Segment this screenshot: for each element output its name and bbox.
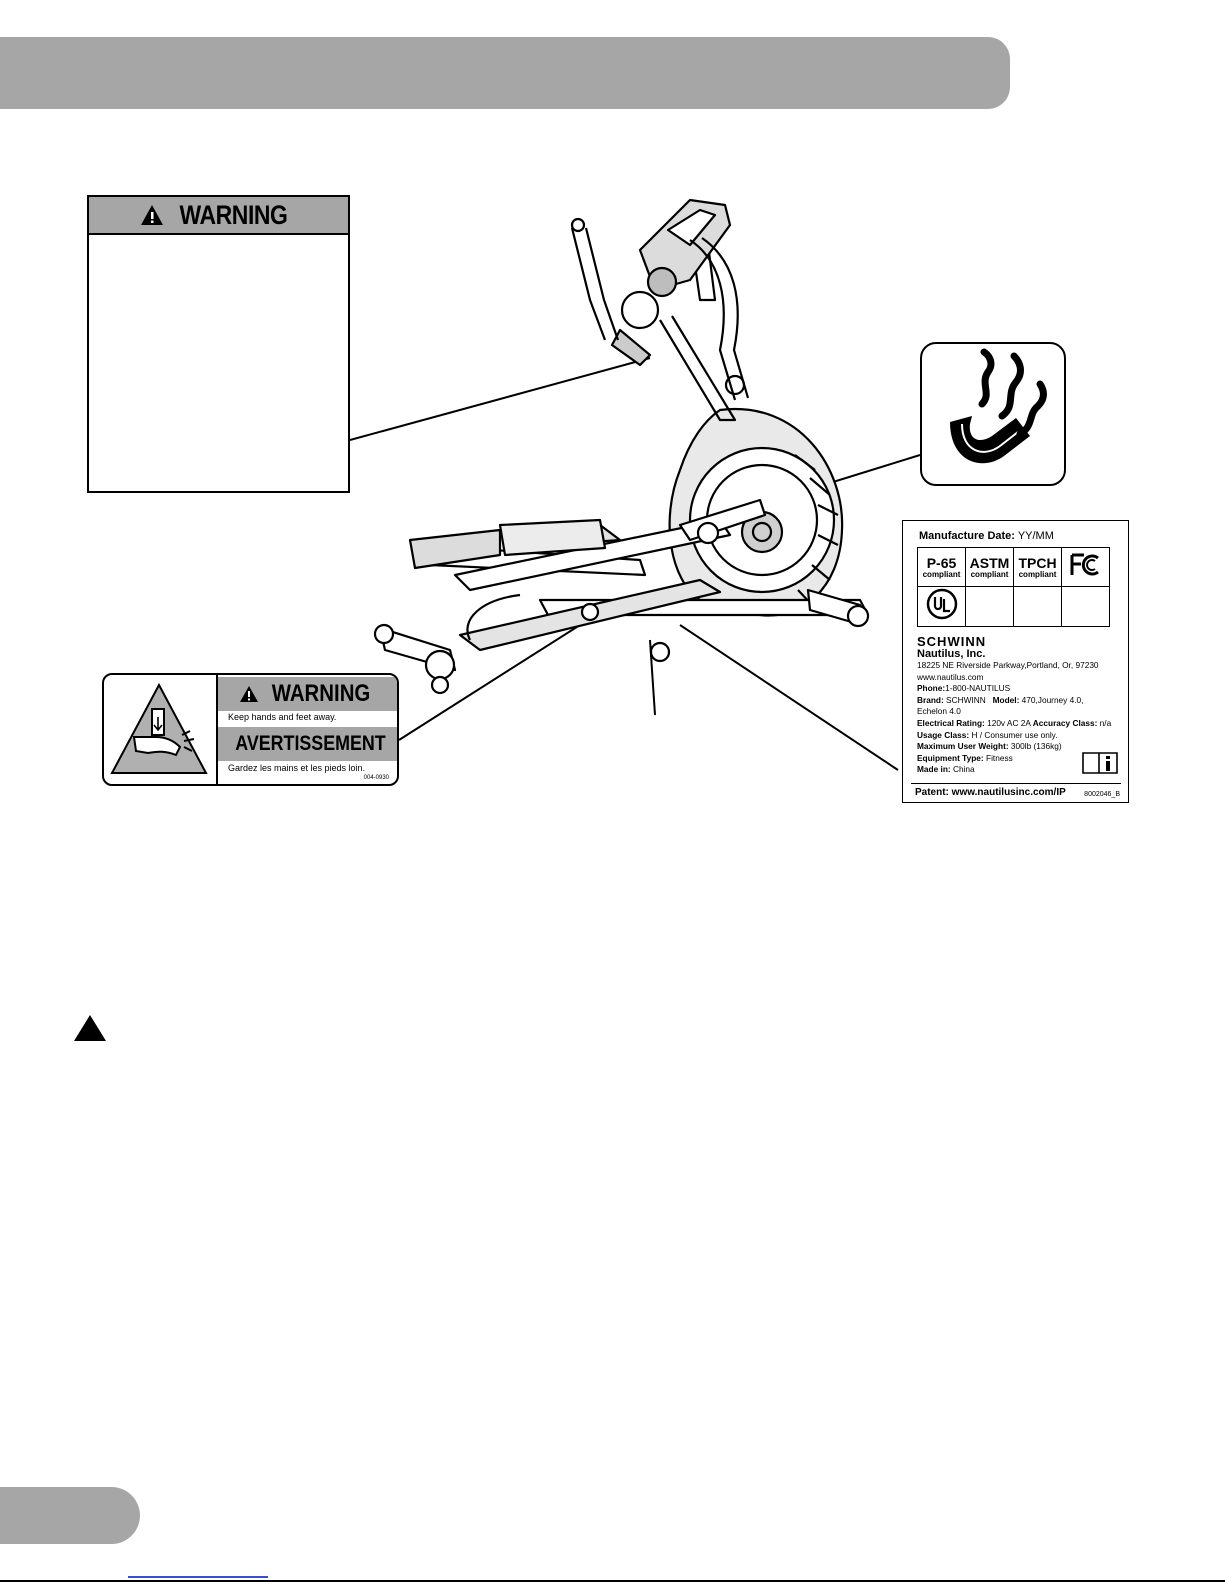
pinch-icon-panel [104, 675, 218, 784]
company-name: Nautilus, Inc. [917, 648, 986, 660]
cert-tpch: TPCH compliant [1014, 548, 1062, 587]
warning-label [87, 195, 350, 493]
cert-empty-1 [966, 587, 1014, 627]
warning-text-en: Keep hands and feet away. [228, 712, 337, 722]
pinch-label-code: 004-0930 [363, 775, 389, 781]
warning-heading-fr: AVERTISSEMENT [235, 732, 386, 755]
patent-line: Patent: www.nautilusinc.com/IP [915, 787, 1066, 798]
pinch-warning-label [102, 673, 399, 786]
manufacture-date: Manufacture Date: YY/MM [919, 530, 1054, 542]
magnet-warning-label [920, 342, 1066, 486]
brand-model: Brand: SCHWINN Model: 470,Journey 4.0, [917, 694, 1084, 705]
specification-label [902, 520, 1129, 803]
spec-separator [911, 783, 1121, 784]
cert-astm: ASTM compliant [966, 548, 1014, 587]
spec-label-code: 8002046_B [1084, 791, 1120, 798]
address: 18225 NE Riverside Parkway,Portland, Or, 97230 [917, 660, 1099, 670]
read-manual-icon [1081, 749, 1119, 775]
warning-label-header [89, 197, 348, 235]
electrical-rating: Electrical Rating: 120v AC 2A Accuracy Class: n/a [917, 717, 1112, 728]
cert-empty-2 [1014, 587, 1062, 627]
warning-band-en [218, 677, 399, 711]
warning-band-fr [218, 727, 399, 761]
ul-logo [918, 587, 966, 627]
warning-triangle-icon [239, 685, 259, 703]
magnet-icon [922, 344, 1064, 484]
hand-pinch-icon [104, 675, 214, 784]
brand-logo: SCHWINN [917, 634, 987, 649]
caution-triangle-icon [72, 1013, 108, 1043]
warning-text-fr: Gardez les mains et les pieds loin. [228, 763, 366, 773]
model-continued: Echelon 4.0 [917, 706, 961, 717]
max-user-weight: Maximum User Weight: 300lb (136kg) [917, 741, 1062, 752]
warning-heading: WARNING [179, 199, 288, 230]
website: www.nautilus.com [917, 671, 984, 682]
warning-triangle-icon [140, 204, 164, 226]
cert-p65: P-65 compliant [918, 548, 966, 587]
fcc-icon [1068, 551, 1104, 579]
ul-icon [925, 587, 959, 621]
equipment-type: Equipment Type: Fitness [917, 752, 1013, 763]
phone: Phone:1-800-NAUTILUS [917, 683, 1011, 694]
cert-empty-3 [1062, 587, 1110, 627]
made-in: Made in: China [917, 764, 975, 775]
certification-grid [917, 547, 1110, 627]
usage-class: Usage Class: H / Consumer use only. [917, 729, 1058, 740]
warning-heading-en: WARNING [271, 680, 370, 707]
fcc-logo [1062, 548, 1110, 587]
